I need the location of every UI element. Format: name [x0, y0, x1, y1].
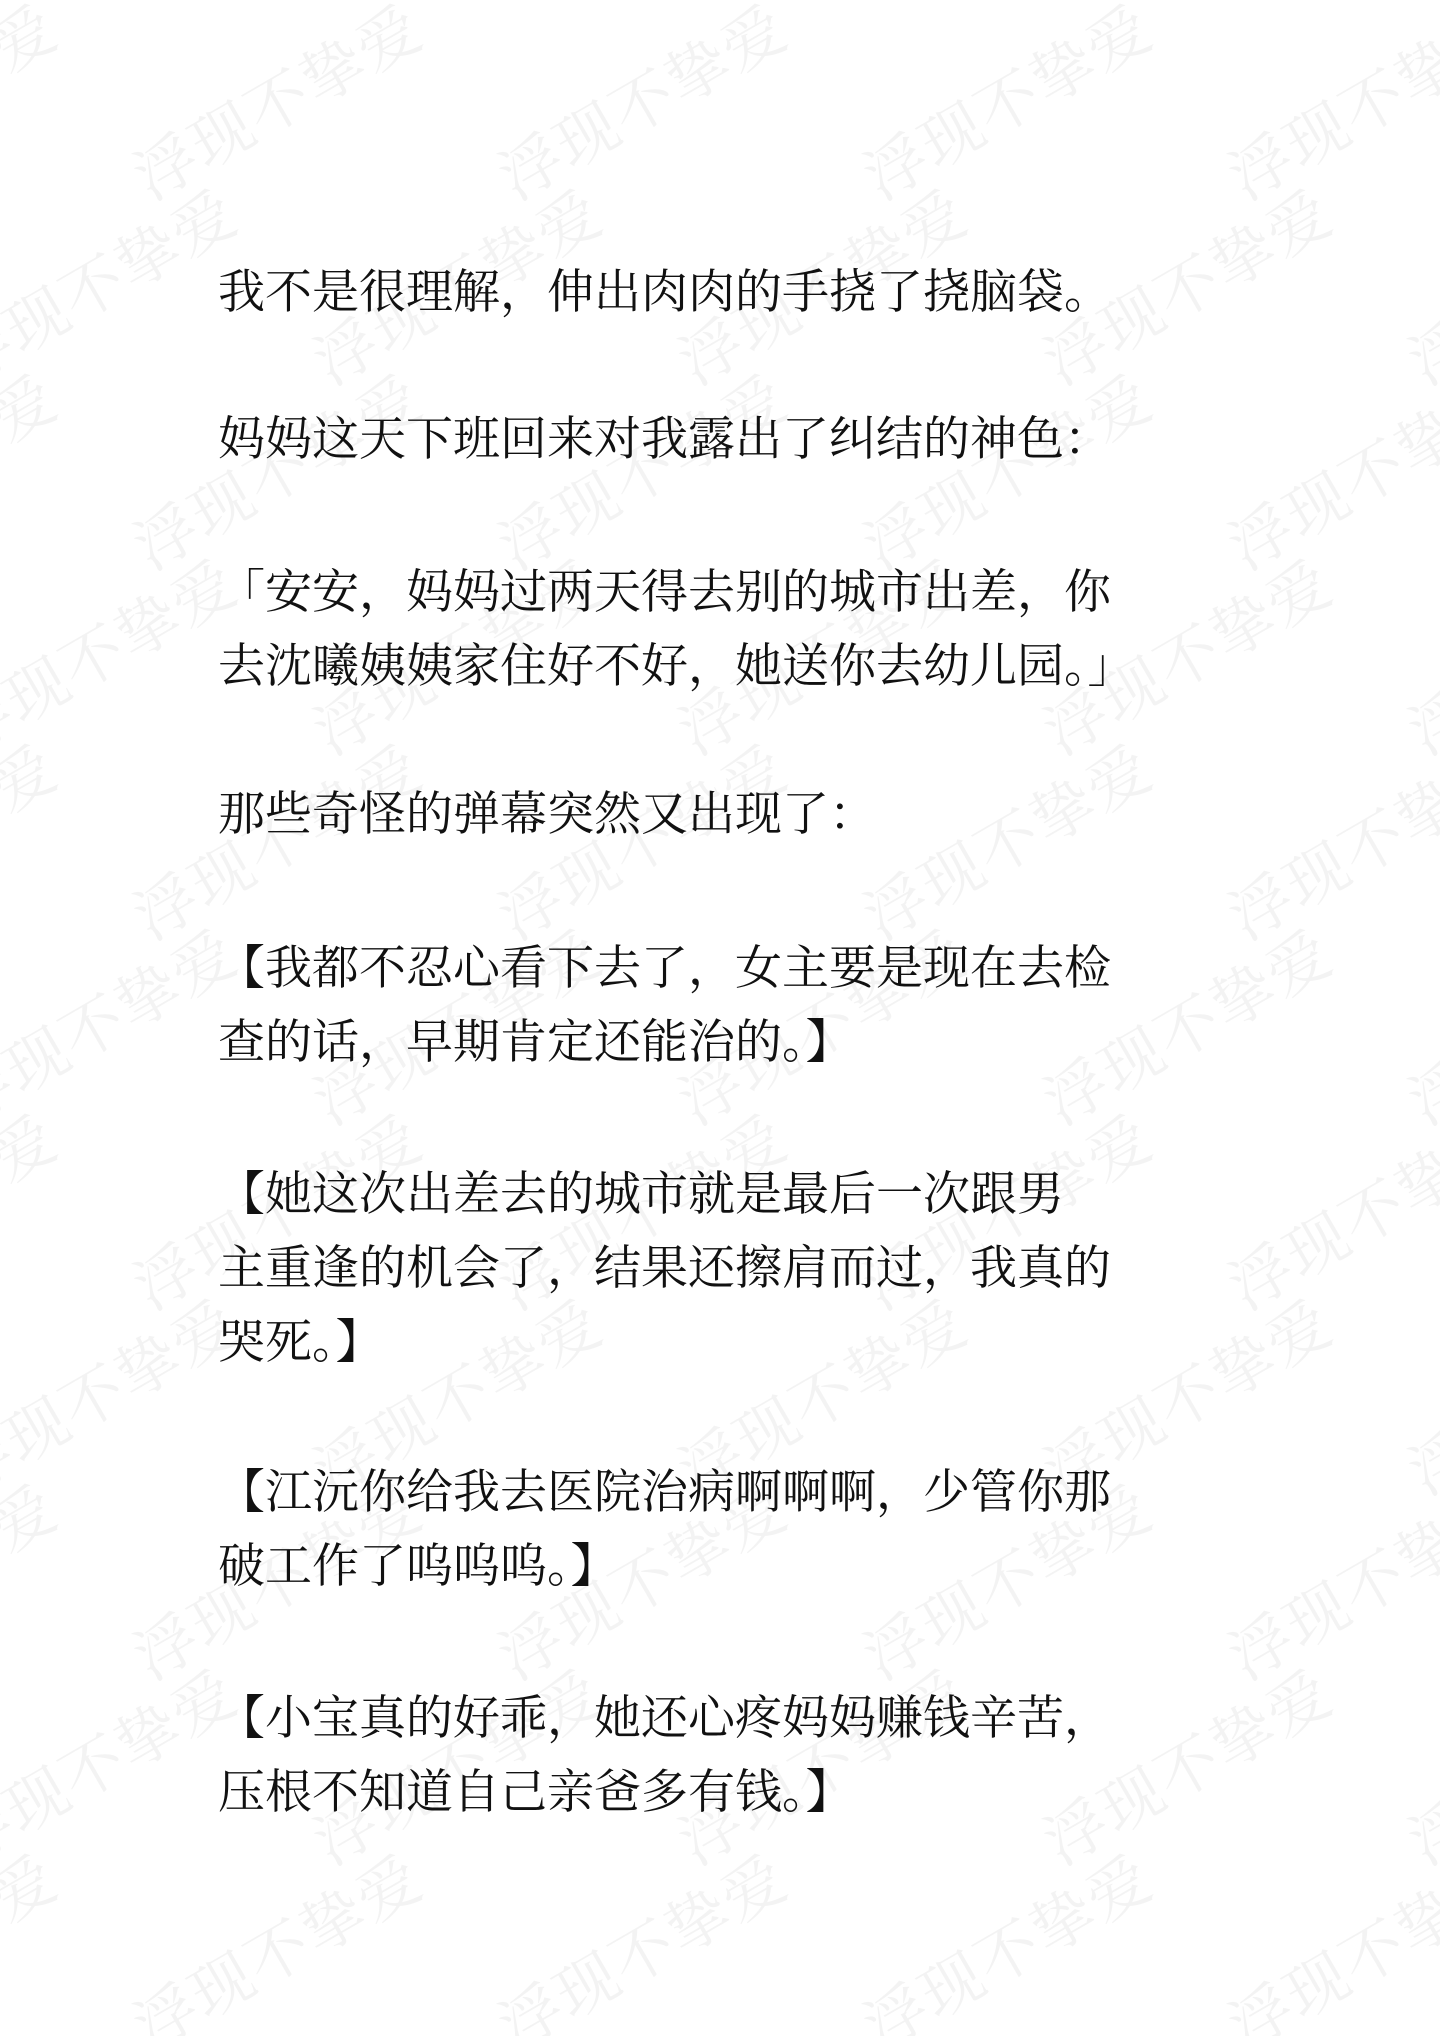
watermark-text — [0, 0, 72, 217]
watermark-text — [845, 0, 1167, 217]
watermark-text — [295, 2015, 617, 2036]
watermark-text — [1390, 535, 1440, 772]
watermark-text — [0, 1275, 252, 1512]
watermark-text — [1210, 1090, 1440, 1327]
watermark-text — [0, 720, 72, 957]
paragraph-3: 「安安，妈妈过两天得去别的城市出差，你 去沈曦姨姨家住好不好，她送你去幼儿园。」 — [218, 565, 1135, 694]
watermark-text — [1210, 1460, 1440, 1697]
watermark-text — [1210, 1830, 1440, 2036]
watermark-text — [1210, 350, 1440, 587]
watermark-text — [0, 1830, 72, 2036]
watermark-text — [845, 1830, 1167, 2036]
watermark-text — [0, 2015, 252, 2036]
watermark-text — [1210, 0, 1440, 217]
watermark-text — [0, 165, 252, 402]
paragraph-6: 【她这次出差去的城市就是最后一次跟男 主重逢的机会了，结果还擦肩而过，我真的 哭死。】 — [218, 1167, 1111, 1370]
paragraph-5: 【我都不忍心看下去了，女主要是现在去检 查的话，早期肯定还能治的。】 — [218, 941, 1111, 1070]
watermark-text — [0, 1645, 252, 1882]
watermark-text — [0, 350, 72, 587]
paragraph-1: 我不是很理解，伸出肉肉的手挠了挠脑袋。 — [218, 265, 1111, 320]
watermark-text — [0, 905, 252, 1142]
watermark-text — [1025, 2015, 1347, 2036]
watermark-text — [480, 0, 802, 217]
watermark-text — [1390, 905, 1440, 1142]
watermark-text — [0, 1090, 72, 1327]
watermark-text — [1390, 2015, 1440, 2036]
watermark-text — [660, 2015, 982, 2036]
watermark-text — [480, 1830, 802, 2036]
watermark-text — [1390, 1645, 1440, 1882]
paragraph-4: 那些奇怪的弹幕突然又出现了： — [218, 787, 876, 842]
watermark-text — [1390, 1275, 1440, 1512]
watermark-text — [0, 535, 252, 772]
paragraph-8: 【小宝真的好乖，她还心疼妈妈赚钱辛苦， 压根不知道自己亲爸多有钱。】 — [218, 1691, 1111, 1820]
paragraph-7: 【江沅你给我去医院治病啊啊啊，少管你那 破工作了呜呜呜。】 — [218, 1465, 1111, 1594]
paragraph-2: 妈妈这天下班回来对我露出了纠结的神色： — [218, 412, 1111, 467]
watermark-text — [1210, 720, 1440, 957]
watermark-text — [115, 1830, 437, 2036]
watermark-text — [0, 1460, 72, 1697]
watermark-text — [1390, 165, 1440, 402]
watermark-text — [115, 0, 437, 217]
